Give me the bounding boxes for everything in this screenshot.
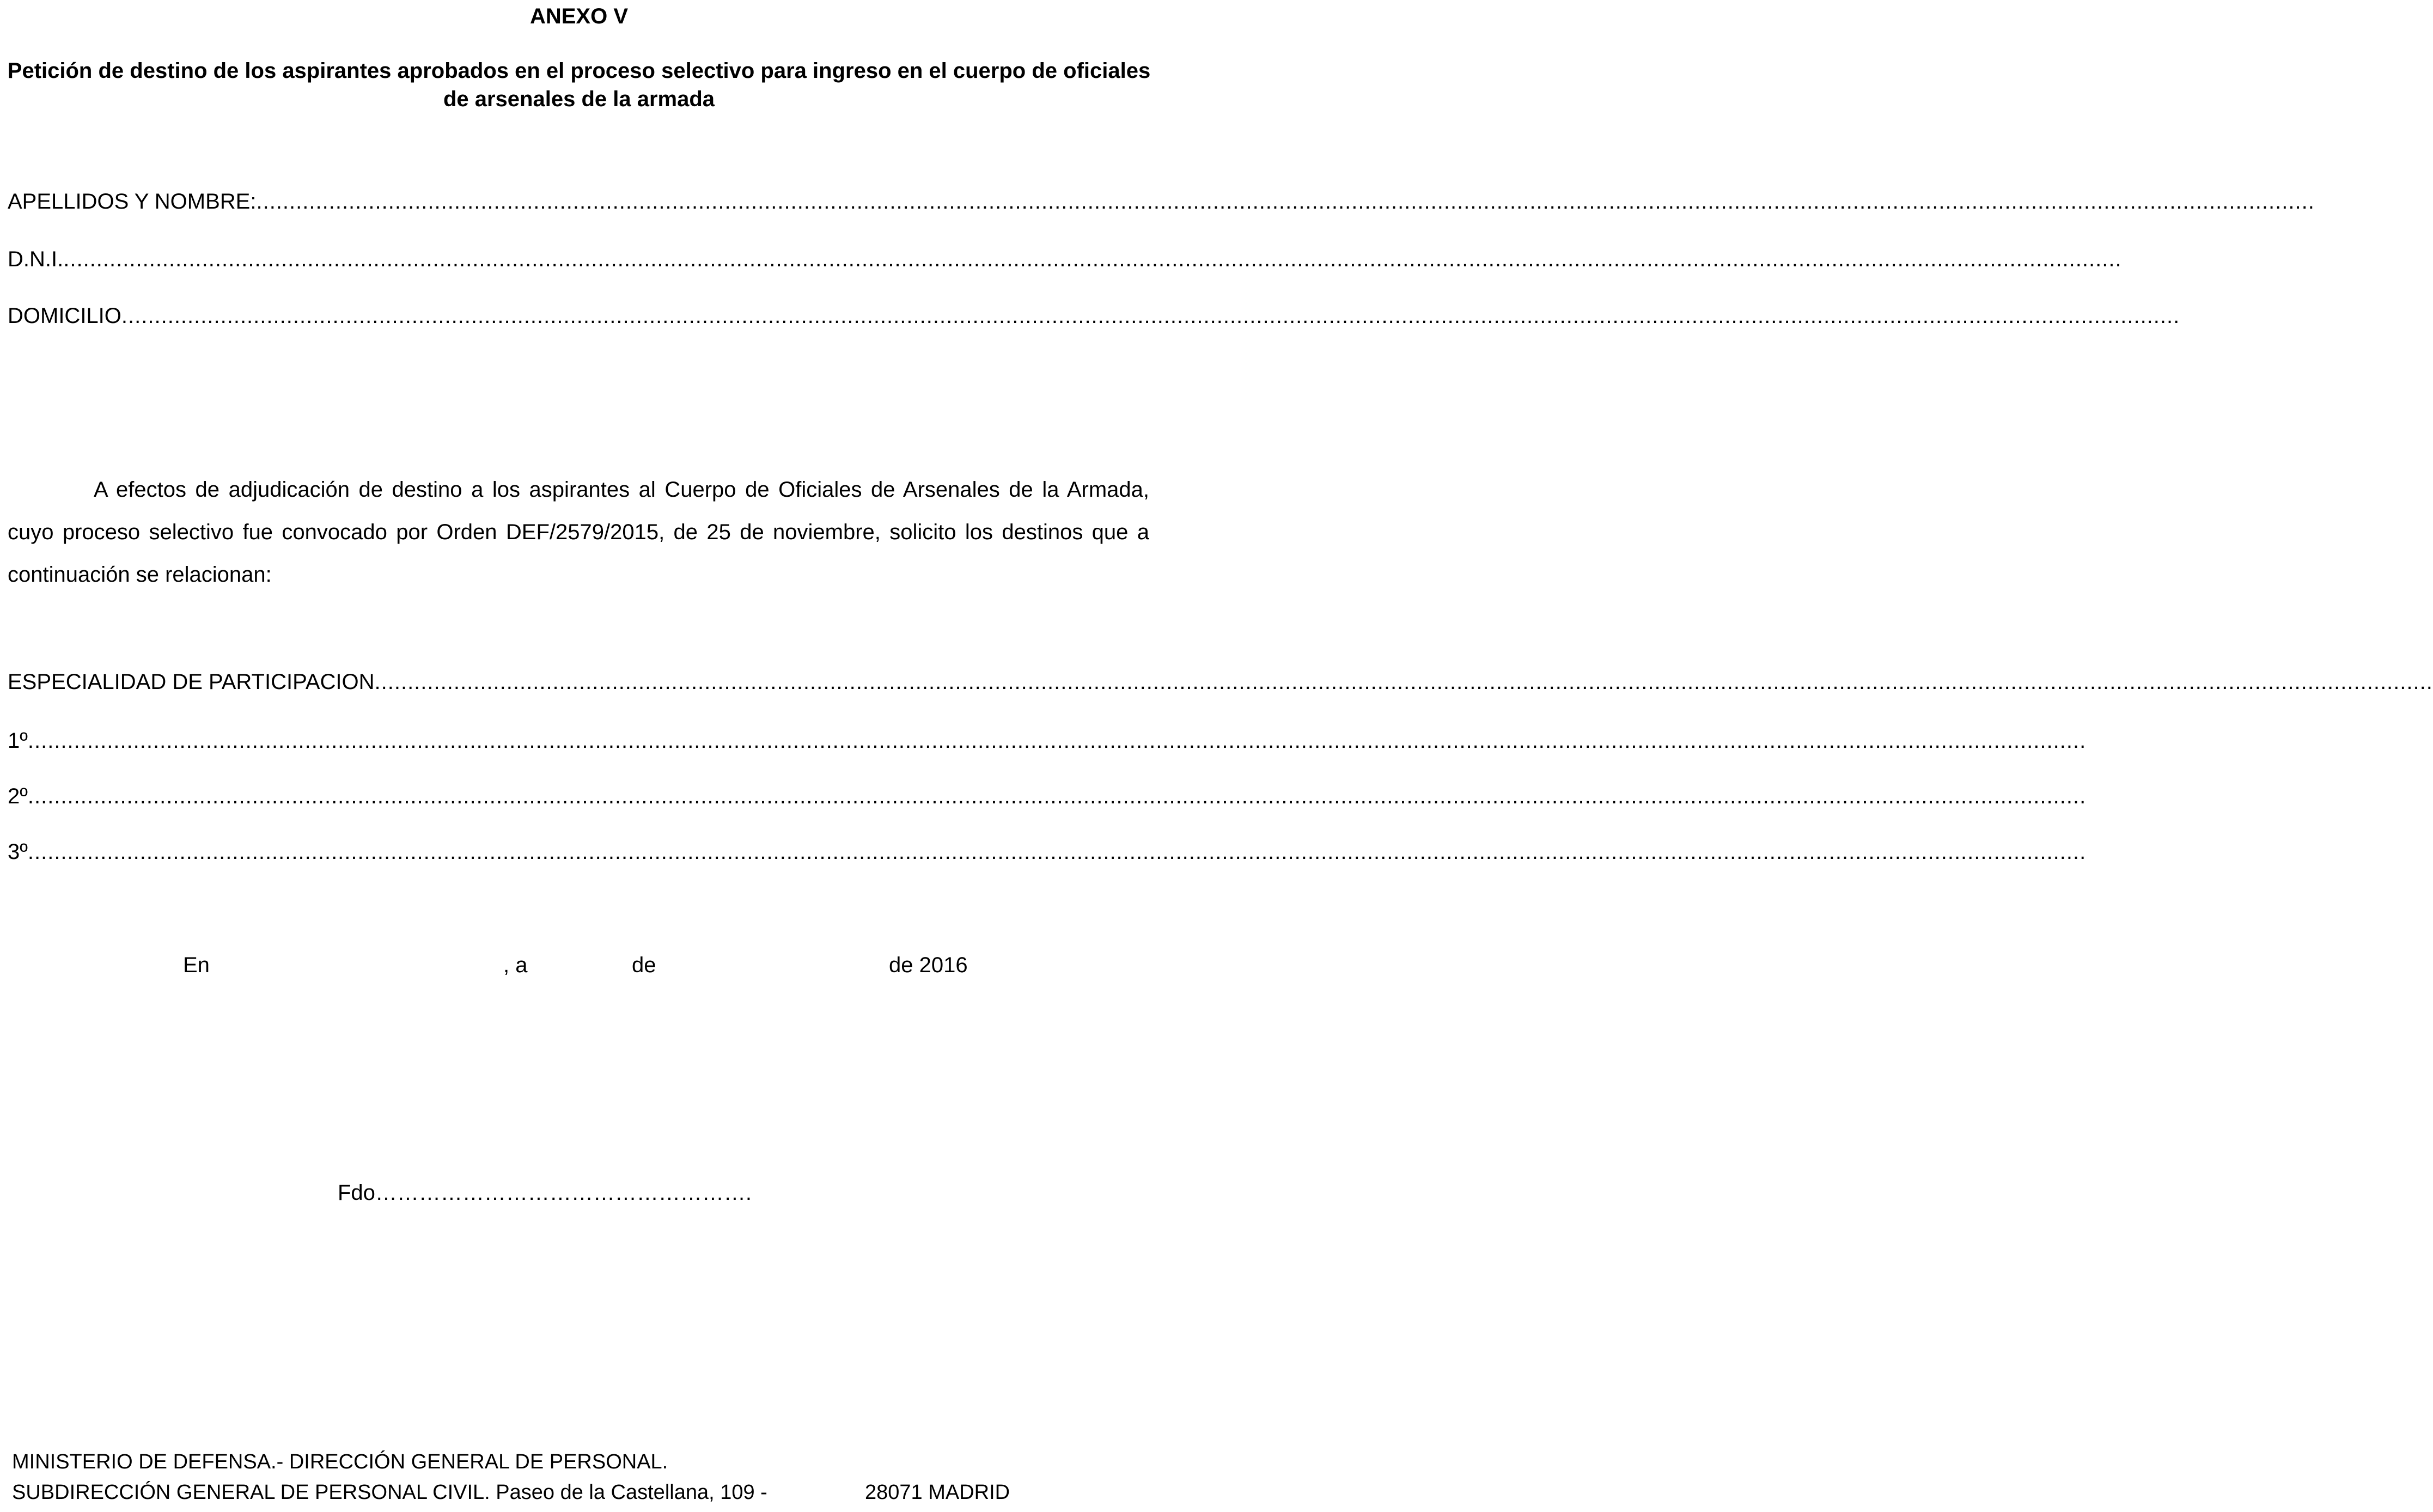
speciality-field (8, 668, 2433, 696)
dni-label: D.N.I. (8, 247, 64, 271)
choice-3-field (8, 838, 2087, 866)
choice-3-label: 3º (8, 840, 28, 864)
dni-field (8, 245, 2122, 273)
address-dotted-line: ........................................................................................................................................................................................................................................................................................................................ (121, 304, 2180, 328)
choice-1-dotted-line: ........................................................................................................................................................................................................................................................................................................................ (27, 729, 2087, 753)
document-subtitle: Petición de destino de los aspirantes aprobados en el proceso selectivo para ingreso en el cuerpo de oficiales de arsenales de la armada (7, 59, 1151, 111)
speciality-label: ESPECIALIDAD DE PARTICIPACION (8, 670, 375, 694)
name-label: APELLIDOS Y NOMBRE: (8, 190, 257, 214)
name-field (8, 187, 2315, 216)
choice-1-label: 1º (8, 729, 28, 753)
footer-ministry: MINISTERIO DE DEFENSA.- DIRECCIÓN GENERAL DE PERSONAL. (12, 1450, 668, 1473)
footer-address: SUBDIRECCIÓN GENERAL DE PERSONAL CIVIL. Paseo de la Castellana, 109 - (12, 1481, 767, 1504)
place-a-label: , a (503, 953, 528, 977)
choice-2-label: 2º (8, 784, 28, 808)
choice-2-dotted-line: ........................................................................................................................................................................................................................................................................................................................ (27, 784, 2087, 808)
name-dotted-line: ........................................................................................................................................................................................................................................................................................................................ (256, 190, 2315, 214)
choice-2-field (8, 782, 2087, 810)
address-label: DOMICILIO (8, 304, 121, 328)
speciality-dotted-line: ........................................................................................................................................................................................................................................................................................................................ (374, 670, 2433, 694)
address-field (8, 302, 2180, 330)
place-en-label: En (183, 953, 210, 977)
date-de-label: de (632, 953, 656, 977)
request-paragraph: A efectos de adjudicación de destino a los aspirantes al Cuerpo de Oficiales de Arsenales de la Armada, cuyo proceso selectivo fue convocado por Orden DEF/2579/2015, de 25 de noviembre, solicito los destinos que a continuación se relacionan: (8, 478, 1149, 587)
choice-1-field (8, 727, 2087, 755)
footer-postal-city: 28071 MADRID (865, 1481, 1010, 1504)
date-year-label: de 2016 (889, 953, 968, 977)
signature-line: Fdo……………………………………………. (338, 1181, 752, 1205)
annex-title: ANEXO V (529, 4, 629, 28)
choice-3-dotted-line: ........................................................................................................................................................................................................................................................................................................................ (27, 840, 2087, 864)
dni-dotted-line: ........................................................................................................................................................................................................................................................................................................................ (63, 247, 2122, 271)
